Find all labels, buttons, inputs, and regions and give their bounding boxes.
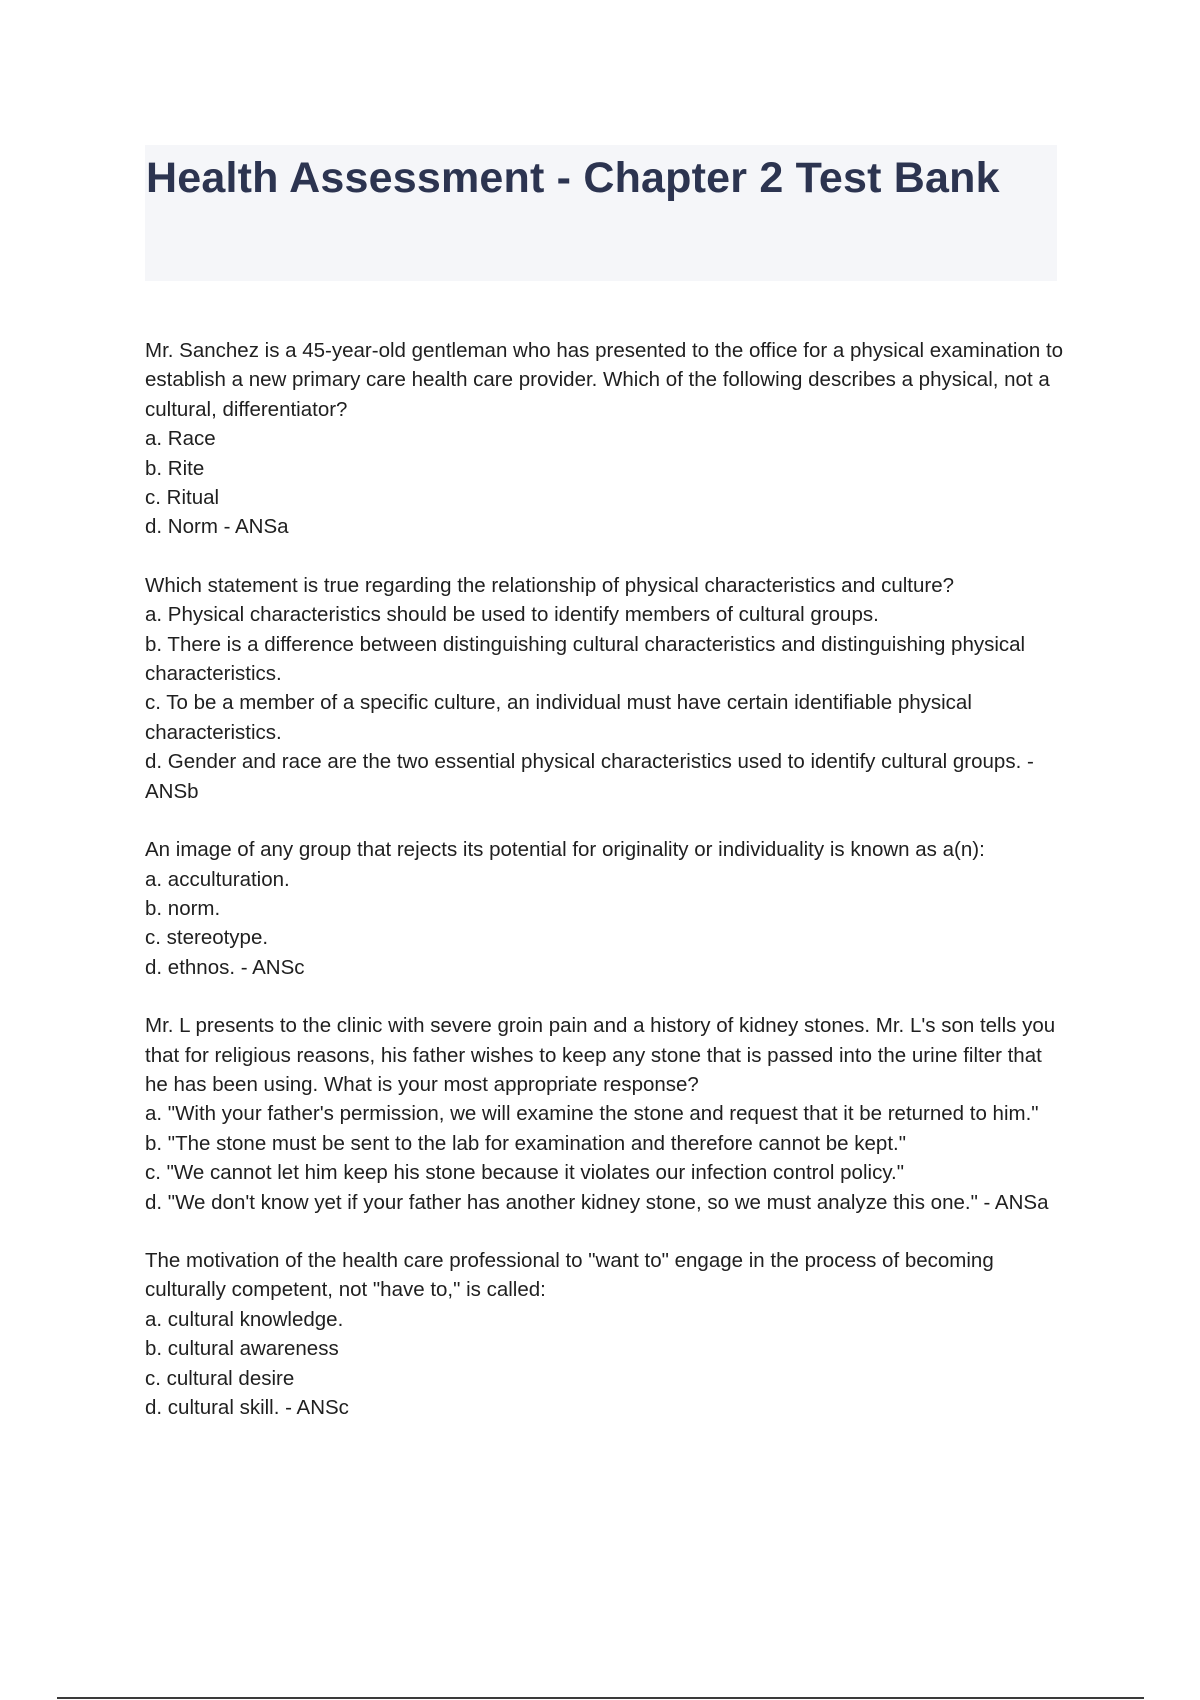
question-item	[145, 336, 1065, 542]
question-stem: The motivation of the health care professional to "want to" engage in the process of becoming culturally competent, not "have to," is called:	[145, 1248, 994, 1302]
question-item	[145, 835, 1065, 982]
answer-option: a. Physical characteristics should be used to identify members of cultural groups.	[145, 603, 879, 627]
question-item	[145, 571, 1065, 806]
answer-option: a. "With your father's permission, we will examine the stone and request that it be returned to him."	[145, 1102, 1039, 1126]
question-list	[145, 336, 1065, 1451]
answer-option: b. There is a difference between distinguishing cultural characteristics and distinguishing physical characteristics.	[145, 632, 1026, 686]
answer-option: b. Rite	[145, 456, 205, 480]
page-title: Health Assessment - Chapter 2 Test Bank	[146, 154, 1000, 202]
answer-option: b. "The stone must be sent to the lab for examination and therefore cannot be kept."	[145, 1131, 906, 1155]
answer-option: d. Norm - ANSa	[145, 515, 289, 539]
answer-option: c. "We cannot let him keep his stone because it violates our infection control policy."	[145, 1161, 905, 1185]
answer-option: c. stereotype.	[145, 926, 269, 950]
answer-option: c. To be a member of a specific culture, an individual must have certain identifiable physical characteristics.	[145, 691, 972, 744]
question-stem: Which statement is true regarding the relationship of physical characteristics and culture?	[145, 573, 955, 597]
answer-option: a. Race	[145, 427, 216, 451]
answer-option: d. cultural skill. - ANSc	[145, 1396, 349, 1419]
answer-option: d. ethnos. - ANSc	[145, 955, 305, 979]
title-block	[145, 145, 1057, 281]
answer-option: b. cultural awareness	[145, 1337, 339, 1361]
question-stem: An image of any group that rejects its potential for originality or individuality is known as a(n):	[145, 838, 985, 862]
answer-option: b. norm.	[145, 896, 221, 920]
question-stem: Mr. Sanchez is a 45-year-old gentleman who has presented to the office for a physical examination to establish a new primary care health care provider. Which of the following describes a physical, not a cultural, differentiator?	[145, 339, 1064, 421]
answer-option: d. "We don't know yet if your father has another kidney stone, so we must analyze this one." - ANSa	[145, 1190, 1049, 1214]
question-item	[145, 1246, 1065, 1422]
answer-option: a. acculturation.	[145, 867, 290, 891]
answer-option: c. Ritual	[145, 486, 220, 510]
question-stem: Mr. L presents to the clinic with severe groin pain and a history of kidney stones. Mr. L's son tells you that for religious reasons, his father wishes to keep any stone that is passed into the urine filter that he has been using. What is your most appropriate response?	[145, 1014, 1056, 1096]
footer-divider	[57, 1697, 1144, 1699]
answer-option: c. cultural desire	[145, 1366, 295, 1390]
answer-option: a. cultural knowledge.	[145, 1307, 344, 1331]
question-item	[145, 1011, 1065, 1217]
answer-option: d. Gender and race are the two essential physical characteristics used to identify cultural groups. - ANSb	[145, 750, 1034, 803]
